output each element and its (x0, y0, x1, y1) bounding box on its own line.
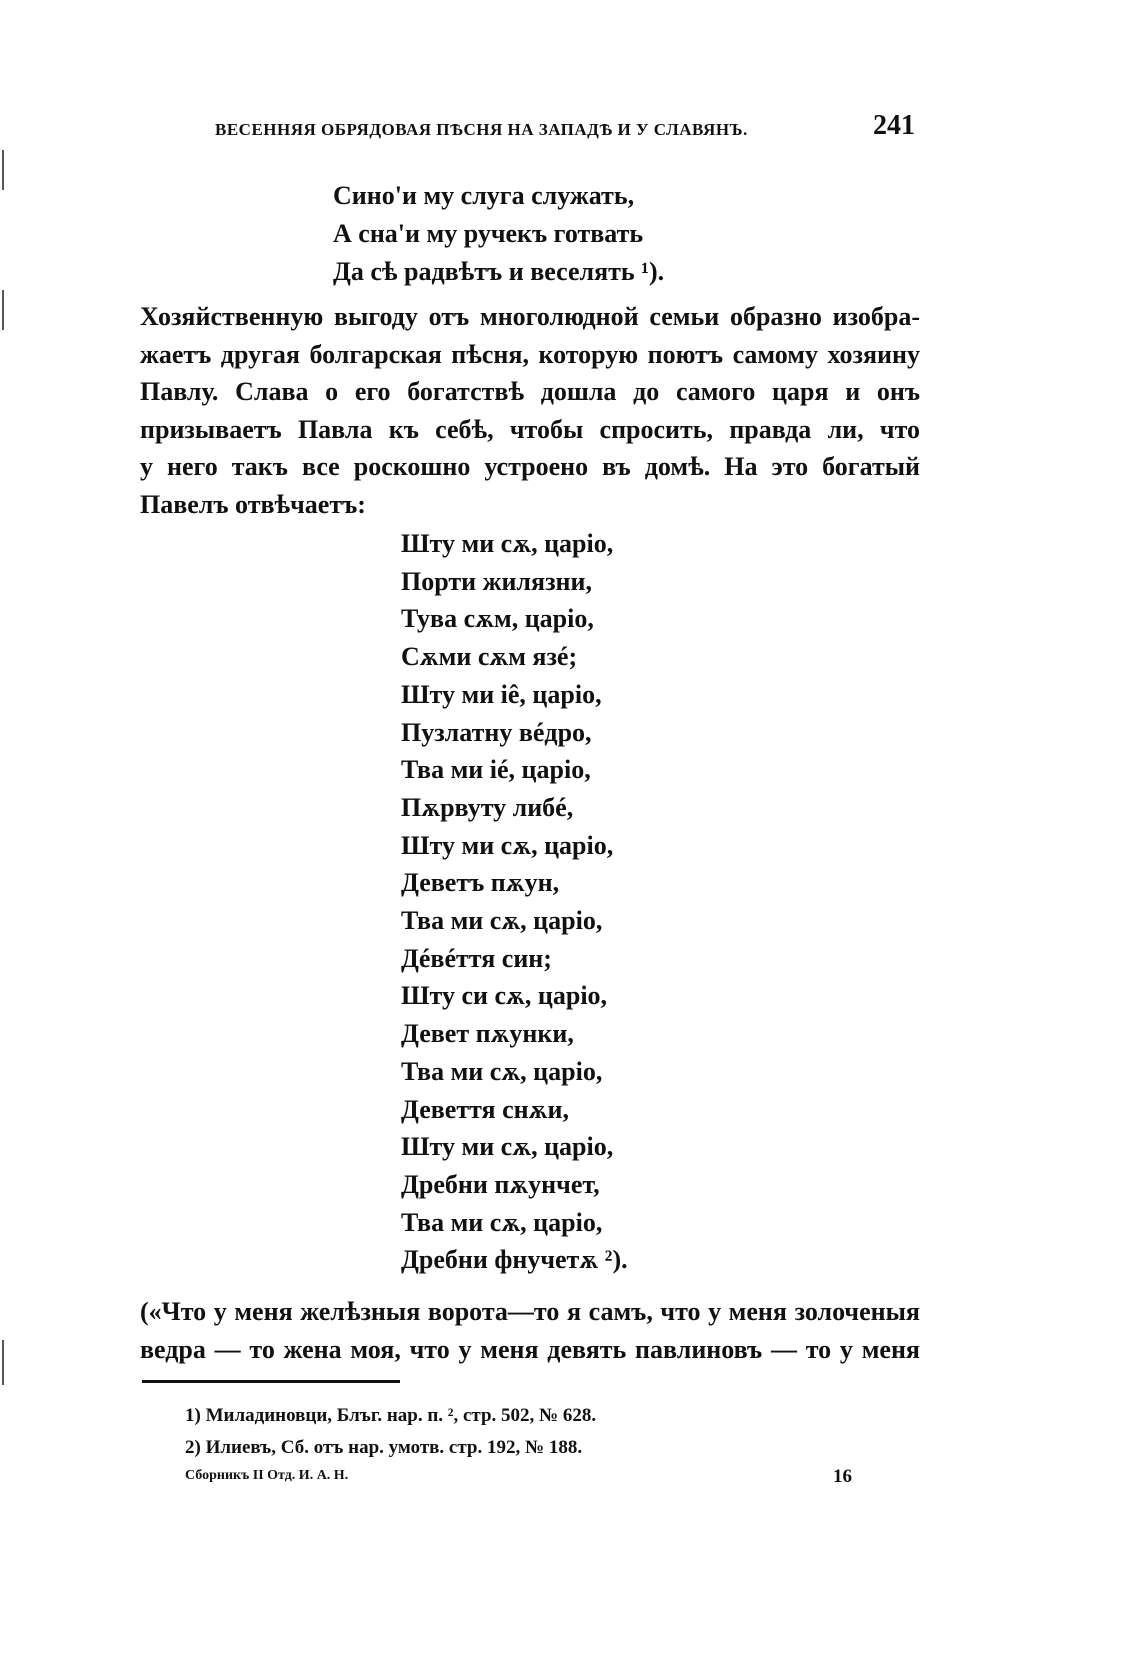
verse-line: Дéвéття син; (401, 943, 552, 973)
verse-line: Тува сѫм, царіо, (401, 604, 594, 634)
verse-line: Дребни пѫунчет, (401, 1169, 600, 1199)
verse-line: Пузлатну вéдро, (401, 717, 592, 747)
paragraph-line: Павелъ отвѣчаетъ: (140, 489, 366, 519)
paragraph-line: ведра — то жена моя, что у меня девять павлиновъ — то у меня (140, 1334, 920, 1364)
verse-line: Да сѣ радвѣтъ и веселять ¹). (333, 257, 665, 286)
verse-line: Шту ми сѫ, царіо, (401, 1132, 614, 1162)
signature-number: 16 (833, 1466, 852, 1487)
verse-line: Тва ми іé, царіо, (401, 755, 591, 785)
paragraph-line: Хозяйственную выгоду отъ многолюдной семьи образно изобра- (140, 302, 920, 331)
verse-line: Шту ми іê, царіо, (401, 679, 602, 709)
footnotes (185, 1400, 885, 1464)
footnote: 1) Миладиновци, Блъг. нар. п. ², стр. 502, № 628. (185, 1405, 597, 1426)
running-head: ВЕСЕННЯЯ ОБРЯДОВАЯ ПѢСНЯ НА ЗАПАДѢ И У СЛАВЯНЪ. (215, 120, 748, 139)
printer-signature: Сборникъ II Отд. И. А. Н. (185, 1468, 349, 1483)
verse-line: Дребни фнучетѫ ²). (401, 1245, 628, 1275)
page-number: 241 (873, 110, 915, 141)
paragraph-line: Павлу. Слава о его богатствѣ дошла до самого царя и онъ (140, 377, 920, 406)
verse-line: А сна'и му ручекъ готвать (333, 219, 644, 248)
verse-line: Пѫрвуту либé, (401, 792, 574, 822)
scan-margin-mark (2, 1340, 4, 1385)
body-paragraph (140, 298, 920, 523)
verse-line: Шту ми сѫ, царіо, (401, 830, 614, 860)
paragraph-line: у него такъ все роскошно устроено въ домѣ. На это богатый (140, 452, 920, 481)
footnote-divider (142, 1380, 400, 1383)
body-paragraph (140, 1293, 920, 1368)
footnote: 2) Илиевъ, Сб. отъ нар. умотв. стр. 192, № 188. (185, 1437, 583, 1458)
scan-margin-mark (2, 150, 4, 190)
scan-margin-mark (2, 290, 4, 330)
verse-line: Шту си сѫ, царіо, (401, 981, 608, 1011)
verse-line: Сино'и му слуга служать, (333, 181, 635, 210)
verse-line: Тва ми сѫ, царіо, (401, 1056, 603, 1086)
verse-line: Сѫми сѫм язé; (401, 642, 578, 672)
paragraph-line: жаетъ другая болгарская пѣсня, которую поютъ самому хозяину (140, 339, 920, 369)
verse-line: Шту ми сѫ, царіо, (401, 529, 614, 558)
verse-line: Порти жилязни, (401, 566, 592, 596)
page-header (215, 110, 915, 150)
verse-line: Девеття снѫи, (401, 1094, 569, 1124)
verse-line: Тва ми сѫ, царіо, (401, 906, 603, 936)
verse-line: Тва ми сѫ, царіо, (401, 1207, 603, 1237)
verse-stanza-top (333, 177, 833, 291)
verse-stanza-main (401, 525, 901, 1279)
verse-line: Девет пѫунки, (401, 1019, 574, 1049)
verse-line: Деветъ пѫун, (401, 868, 560, 898)
paragraph-line: призываетъ Павла къ себѣ, чтобы спросить, правда ли, что (140, 414, 920, 444)
paragraph-line: («Что у меня желѣзныя ворота—то я самъ, что у меня золоченыя (140, 1297, 920, 1326)
